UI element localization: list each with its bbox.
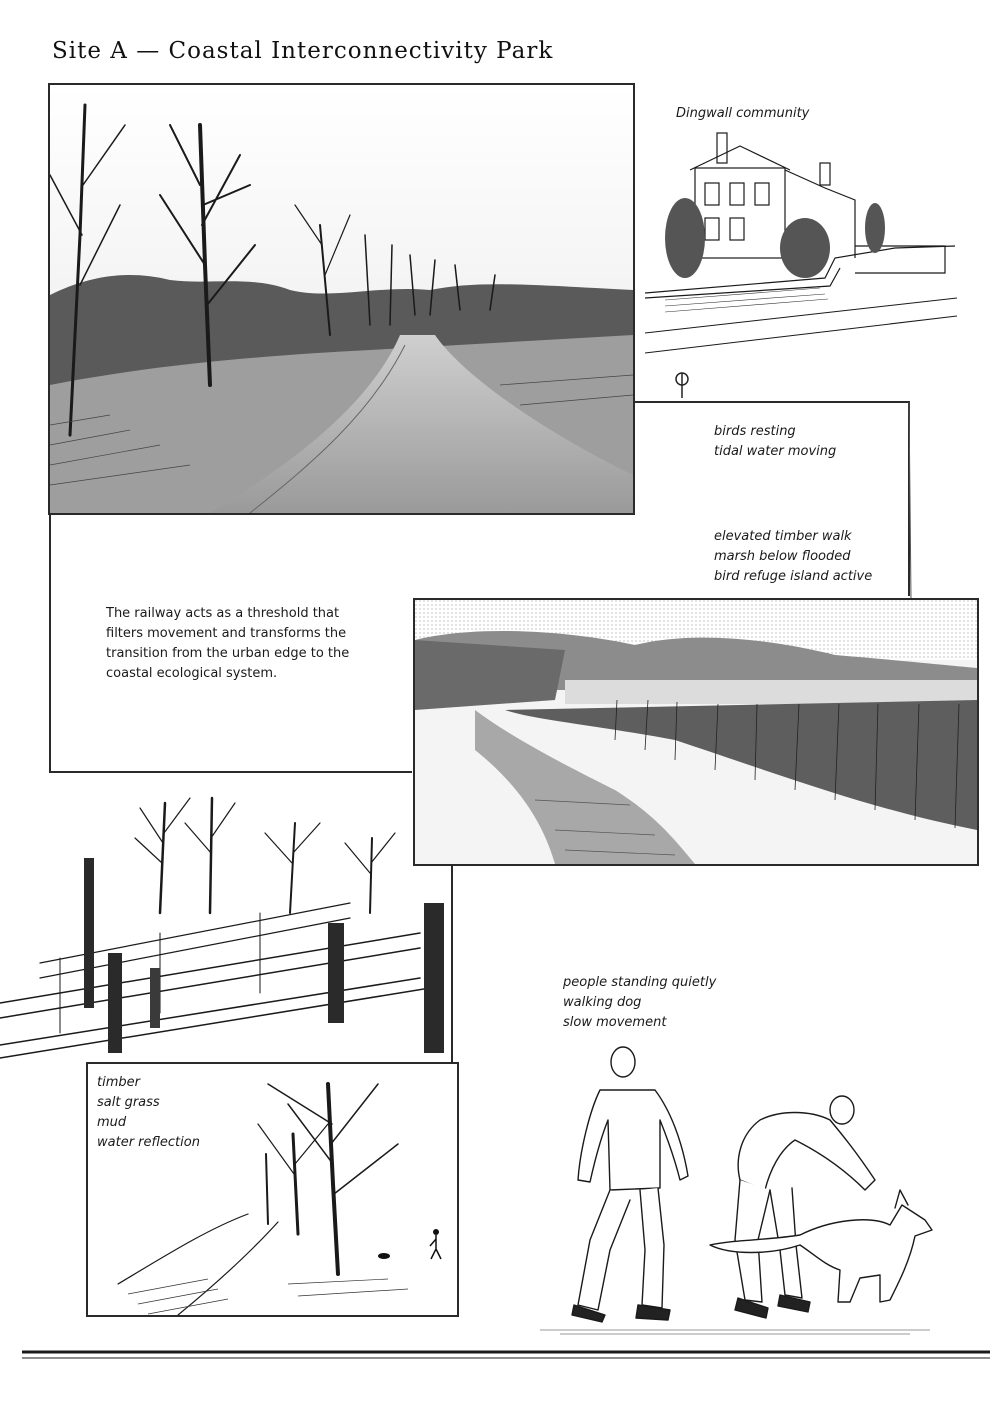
label-community: Dingwall community bbox=[676, 106, 810, 121]
paragraph-line: filters movement and transforms the bbox=[106, 626, 347, 641]
sketch-boardwalk bbox=[0, 783, 458, 1063]
page-title: Site A — Coastal Interconnectivity Park bbox=[52, 38, 554, 64]
note-line: bird refuge island active bbox=[714, 569, 873, 584]
note-line: tidal water moving bbox=[714, 444, 837, 459]
note-line: timber bbox=[97, 1075, 140, 1090]
note-line: walking dog bbox=[563, 995, 642, 1010]
paragraph-line: coastal ecological system. bbox=[106, 666, 278, 681]
notes-people bbox=[563, 973, 716, 1033]
sketch-house bbox=[645, 128, 957, 356]
sketch-people-dog bbox=[530, 1040, 950, 1340]
note-line: birds resting bbox=[714, 424, 796, 439]
railway-paragraph bbox=[106, 604, 349, 684]
notes-walk bbox=[714, 527, 872, 587]
sketch-marsh bbox=[413, 598, 979, 866]
note-line: elevated timber walk bbox=[714, 529, 852, 544]
note-line: mud bbox=[97, 1115, 127, 1130]
note-line: people standing quietly bbox=[563, 975, 717, 990]
notes-birds bbox=[714, 422, 836, 462]
note-line: marsh below flooded bbox=[714, 549, 851, 564]
notes-materials bbox=[97, 1073, 200, 1153]
sketch-tree-path bbox=[48, 83, 635, 515]
note-line: slow movement bbox=[563, 1015, 667, 1030]
paragraph-line: The railway acts as a threshold that bbox=[106, 606, 340, 621]
note-line: salt grass bbox=[97, 1095, 160, 1110]
note-line: water reflection bbox=[97, 1135, 200, 1150]
paragraph-line: transition from the urban edge to the bbox=[106, 646, 350, 661]
